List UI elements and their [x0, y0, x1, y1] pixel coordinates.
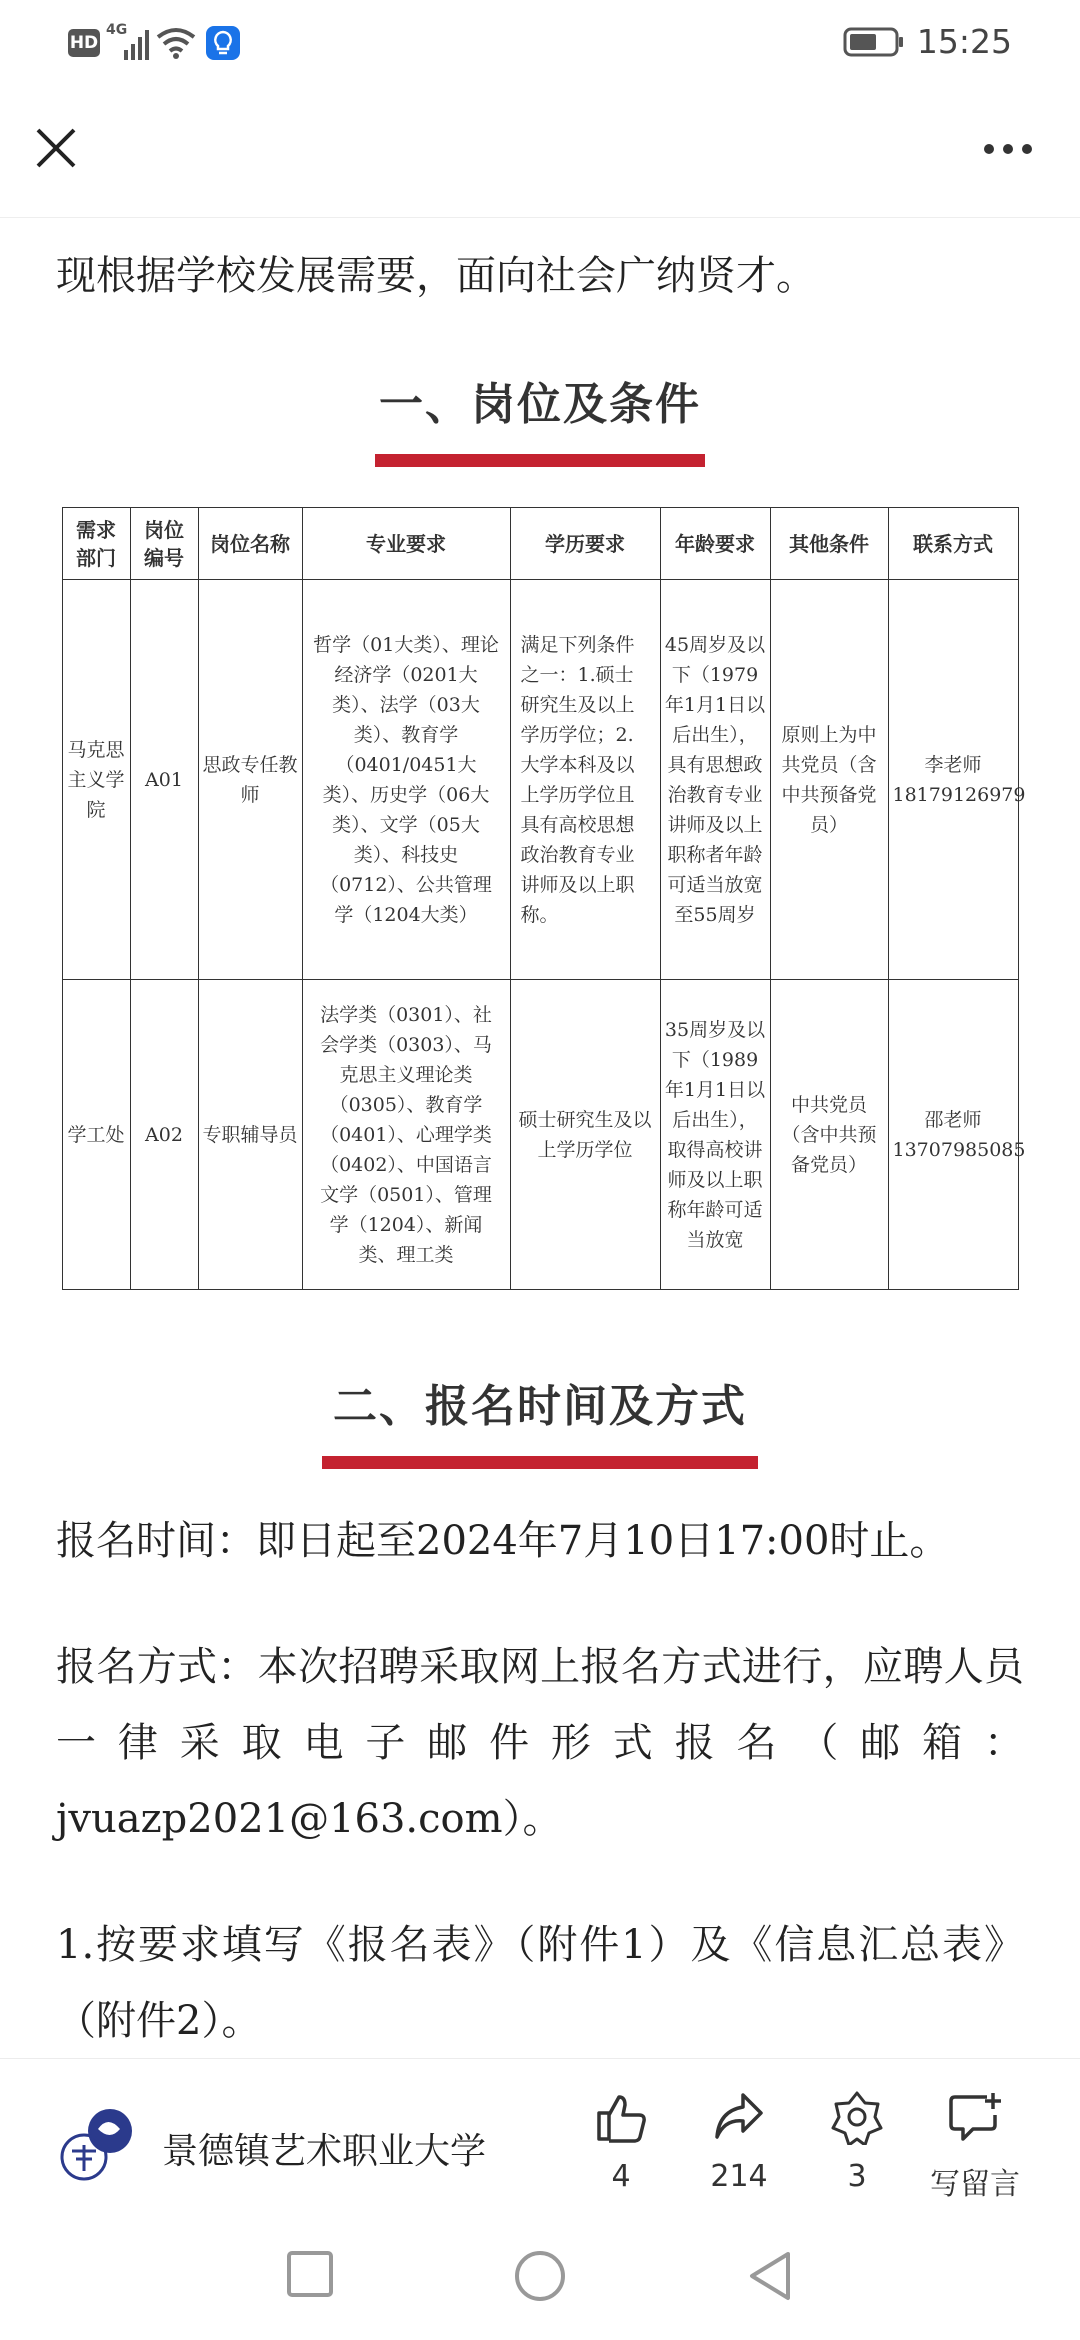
cell-other: 中共党员（含中共预备党员）: [770, 980, 888, 1290]
status-bar: [0, 0, 1080, 90]
like-button[interactable]: [566, 2089, 676, 2194]
close-button[interactable]: [32, 124, 80, 172]
thumbs-up-icon: [593, 2089, 649, 2145]
signal-icon: [106, 22, 150, 60]
registration-time: 报名时间：即日起至2024年7月10日17:00时止。: [56, 1518, 950, 1564]
back-triangle-icon: [744, 2248, 796, 2304]
lightbulb-icon: [206, 26, 240, 60]
cell-age: 35周岁及以下（1989年1月1日以后出生），取得高校讲师及以上职称年龄可适当放宽: [660, 980, 770, 1290]
article-content: [0, 218, 1080, 2058]
cell-age: 45周岁及以下（1979年1月1日以后出生），具有思想政治教育专业讲师及以上职称者年龄可适当放宽至55周岁: [660, 580, 770, 980]
like-count: 4: [611, 2159, 631, 2194]
section-title-positions: 一、岗位及条件: [0, 368, 1080, 467]
section-title-registration: 二、报名时间及方式: [0, 1370, 1080, 1469]
cell-name: 专职辅导员: [198, 980, 302, 1290]
more-icon: [984, 144, 994, 154]
col-header: 需求部门: [62, 508, 130, 580]
table-row: [62, 580, 1018, 980]
cell-code: A02: [130, 980, 198, 1290]
recommend-star-icon: [829, 2089, 885, 2145]
close-icon: [32, 124, 80, 172]
col-header: 岗位编号: [130, 508, 198, 580]
share-arrow-icon: [711, 2089, 767, 2145]
share-button[interactable]: [684, 2089, 794, 2194]
table-header-row: [62, 508, 1018, 580]
hd-icon: HD: [68, 29, 100, 57]
account-avatar[interactable]: [58, 2107, 134, 2183]
col-header: 年龄要求: [660, 508, 770, 580]
cell-code: A01: [130, 580, 198, 980]
comment-plus-icon: [947, 2089, 1003, 2145]
col-header: 联系方式: [888, 508, 1018, 580]
registration-method: 报名方式：本次招聘采取网上报名方式进行，应聘人员一律采取电子邮件形式报名（邮箱：jvuazp2021@163.com）。: [56, 1644, 1024, 1842]
contact-phone: 18179126979: [892, 783, 1026, 806]
more-button[interactable]: [984, 144, 1032, 154]
cell-other: 原则上为中共党员（含中共预备党员）: [770, 580, 888, 980]
cell-contact: [888, 580, 1026, 980]
university-logo-icon: [58, 2107, 134, 2183]
circle-icon: [512, 2248, 568, 2304]
col-header: 专业要求: [302, 508, 510, 580]
write-comment-button[interactable]: [920, 2089, 1030, 2203]
home-button[interactable]: [512, 2248, 568, 2308]
cell-major: 法学类（0301）、社会学类（0303）、马克思主义理论类（0305）、教育学（0401）、心理学类（0402）、中国语言文学（0501）、管理学（1204）、新闻类、理工类: [302, 980, 510, 1290]
comment-label: 写留言: [930, 2167, 1020, 2202]
share-count: 214: [710, 2159, 768, 2194]
cell-contact: [888, 980, 1026, 1290]
back-button[interactable]: [744, 2248, 796, 2308]
col-header: 学历要求: [510, 508, 660, 580]
bottom-action-bar: [0, 2058, 1080, 2218]
section-underline: [322, 1456, 758, 1469]
cell-name: 思政专任教师: [198, 580, 302, 980]
clock-time: 15:25: [916, 22, 1012, 61]
contact-phone: 13707985085: [892, 1138, 1026, 1161]
account-name[interactable]: 景德镇艺术职业大学: [162, 2131, 487, 2172]
step-1: 1.按要求填写《报名表》（附件1）及《信息汇总表》（附件2）。: [56, 1922, 1024, 2044]
cell-education: 硕士研究生及以上学历学位: [510, 980, 660, 1290]
intro-paragraph: 现根据学校发展需要，面向社会广纳贤才。: [56, 253, 816, 299]
recommend-count: 3: [847, 2159, 867, 2194]
col-header: 其他条件: [770, 508, 888, 580]
cell-education: 满足下列条件之一：1.硕士研究生及以上学历学位；2.大学本科及以上学历学位且具有高校思想政治教育专业讲师及以上职称。: [510, 580, 660, 980]
battery-icon: [843, 26, 905, 58]
table-row: [62, 980, 1018, 1290]
recent-apps-button[interactable]: [284, 2248, 336, 2304]
cell-dept: 马克思主义学院: [62, 580, 130, 980]
recommend-button[interactable]: [802, 2089, 912, 2194]
cell-major: 哲学（01大类）、理论经济学（0201大类）、法学（03大类）、教育学（0401/0451大类）、历史学（06大类）、文学（05大类）、科技史（0712）、公共管理学（1204大类）: [302, 580, 510, 980]
cell-dept: 学工处: [62, 980, 130, 1290]
wifi-icon: [156, 27, 196, 59]
network-label: 4G: [106, 22, 128, 38]
col-header: 岗位名称: [198, 508, 302, 580]
contact-name: 李老师: [924, 753, 982, 776]
section-underline: [375, 454, 705, 467]
positions-table: [62, 507, 1026, 1290]
system-nav-bar: [0, 2218, 1080, 2340]
contact-name: 邵老师: [924, 1108, 982, 1131]
top-header: [0, 90, 1080, 218]
square-icon: [284, 2248, 336, 2300]
